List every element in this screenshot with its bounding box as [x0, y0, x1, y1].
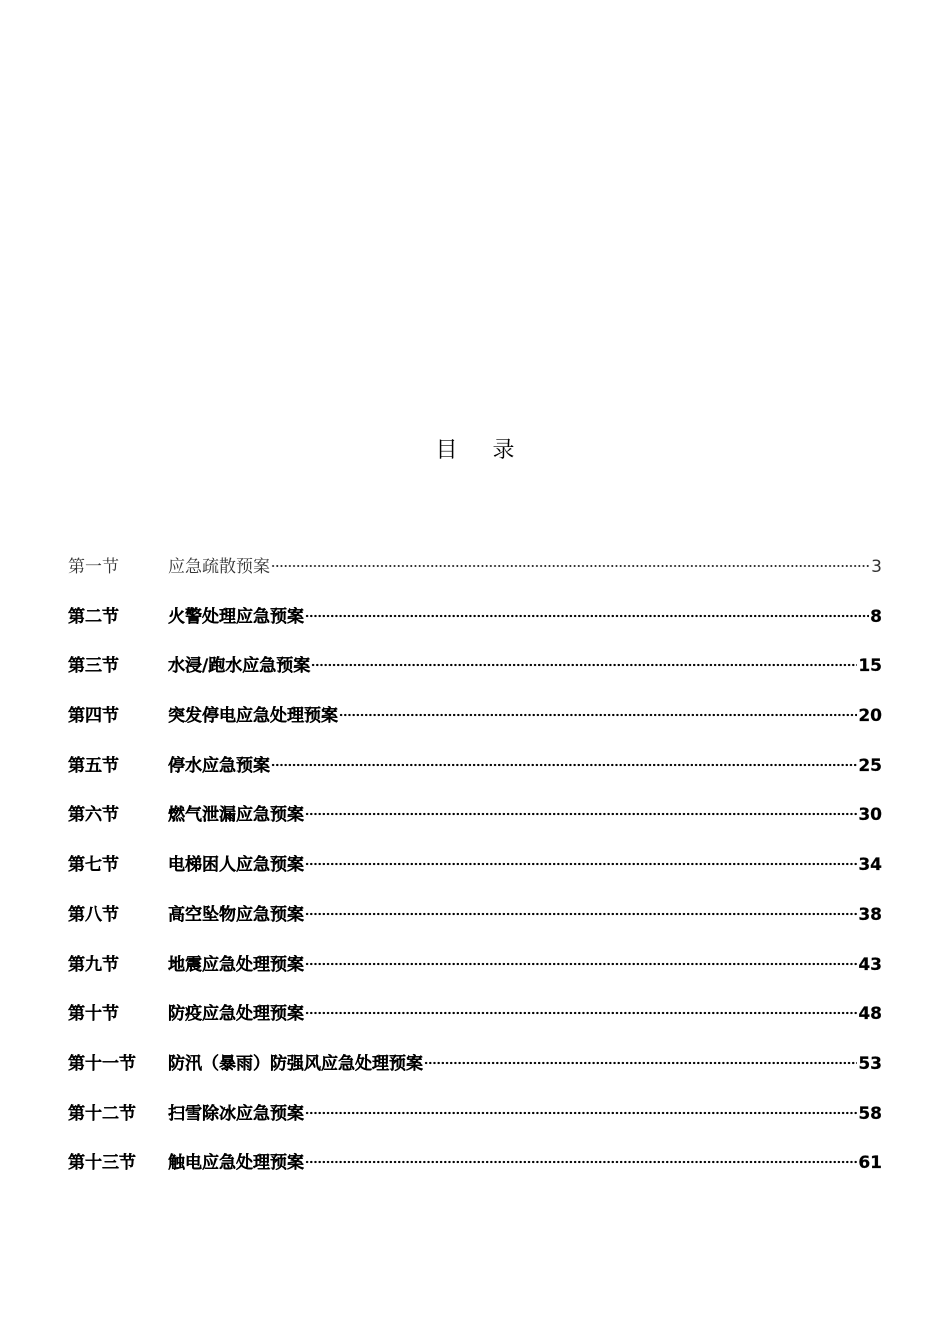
toc-section-number: 第四节	[68, 706, 119, 727]
toc-entry-title: 防疫应急处理预案	[168, 1004, 304, 1025]
toc-entry-title: 停水应急预案	[168, 755, 270, 776]
toc-leader-dots	[305, 962, 857, 966]
toc-entry-title: 触电应急处理预案	[168, 1153, 304, 1174]
toc-entry[interactable]	[68, 1100, 882, 1150]
toc-leader-dots	[271, 564, 870, 568]
toc-page-number: 48	[858, 1004, 882, 1025]
toc-section-number: 第一节	[68, 557, 119, 577]
toc-page-number: 61	[858, 1153, 882, 1174]
toc-entry[interactable]	[68, 851, 882, 901]
toc-section-number: 第十一节	[68, 1053, 136, 1074]
toc-entry[interactable]	[68, 901, 882, 951]
toc-entry[interactable]	[68, 652, 882, 702]
toc-page-number: 3	[871, 557, 882, 577]
toc-leader-dots	[305, 812, 857, 816]
toc-leader-dots	[305, 1011, 857, 1015]
toc-section-number: 第七节	[68, 855, 119, 876]
table-of-contents	[68, 553, 882, 1199]
toc-leader-dots	[305, 614, 869, 618]
toc-leader-dots	[271, 763, 857, 767]
toc-entry[interactable]	[68, 1050, 882, 1100]
toc-leader-dots	[311, 663, 857, 667]
toc-page-number: 8	[870, 606, 882, 627]
toc-section-number: 第九节	[68, 954, 119, 975]
toc-entry-title: 燃气泄漏应急预案	[168, 805, 304, 826]
toc-leader-dots	[424, 1061, 857, 1065]
toc-entry[interactable]	[68, 951, 882, 1001]
toc-entry-title: 突发停电应急处理预案	[168, 706, 338, 727]
toc-leader-dots	[305, 1160, 857, 1164]
toc-section-number: 第二节	[68, 606, 119, 627]
toc-entry-title: 高空坠物应急预案	[168, 904, 304, 925]
toc-leader-dots	[305, 862, 857, 866]
toc-entry[interactable]	[68, 1000, 882, 1050]
toc-section-number: 第十三节	[68, 1153, 136, 1174]
toc-leader-dots	[339, 713, 857, 717]
toc-page-number: 25	[858, 755, 882, 776]
toc-entry-title: 电梯困人应急预案	[168, 855, 304, 876]
toc-leader-dots	[305, 912, 857, 916]
toc-leader-dots	[305, 1111, 857, 1115]
toc-section-number: 第八节	[68, 904, 119, 925]
toc-page-number: 30	[858, 805, 882, 826]
toc-page-number: 38	[858, 904, 882, 925]
toc-section-number: 第六节	[68, 805, 119, 826]
toc-entry-title: 应急疏散预案	[168, 557, 270, 577]
toc-entry[interactable]	[68, 603, 882, 653]
toc-page-number: 20	[858, 706, 882, 727]
toc-page-number: 58	[858, 1103, 882, 1124]
toc-section-number: 第十二节	[68, 1103, 136, 1124]
toc-section-number: 第十节	[68, 1004, 119, 1025]
toc-entry-title: 水浸/跑水应急预案	[168, 656, 311, 677]
toc-section-number: 第五节	[68, 755, 119, 776]
toc-section-number: 第三节	[68, 656, 119, 677]
toc-entry-title: 扫雪除冰应急预案	[168, 1103, 304, 1124]
toc-page-number: 43	[858, 954, 882, 975]
toc-entry[interactable]	[68, 702, 882, 752]
toc-entry-title: 防汛（暴雨）防强风应急处理预案	[168, 1053, 423, 1074]
toc-entry[interactable]	[68, 801, 882, 851]
toc-entry[interactable]	[68, 553, 882, 603]
toc-title: 目 录	[435, 438, 529, 463]
toc-page-number: 15	[858, 656, 882, 677]
toc-page-number: 53	[858, 1053, 882, 1074]
toc-page-number: 34	[858, 855, 882, 876]
toc-entry-title: 地震应急处理预案	[168, 954, 304, 975]
toc-entry[interactable]	[68, 1149, 882, 1199]
toc-entry[interactable]	[68, 752, 882, 802]
toc-entry-title: 火警处理应急预案	[168, 606, 304, 627]
